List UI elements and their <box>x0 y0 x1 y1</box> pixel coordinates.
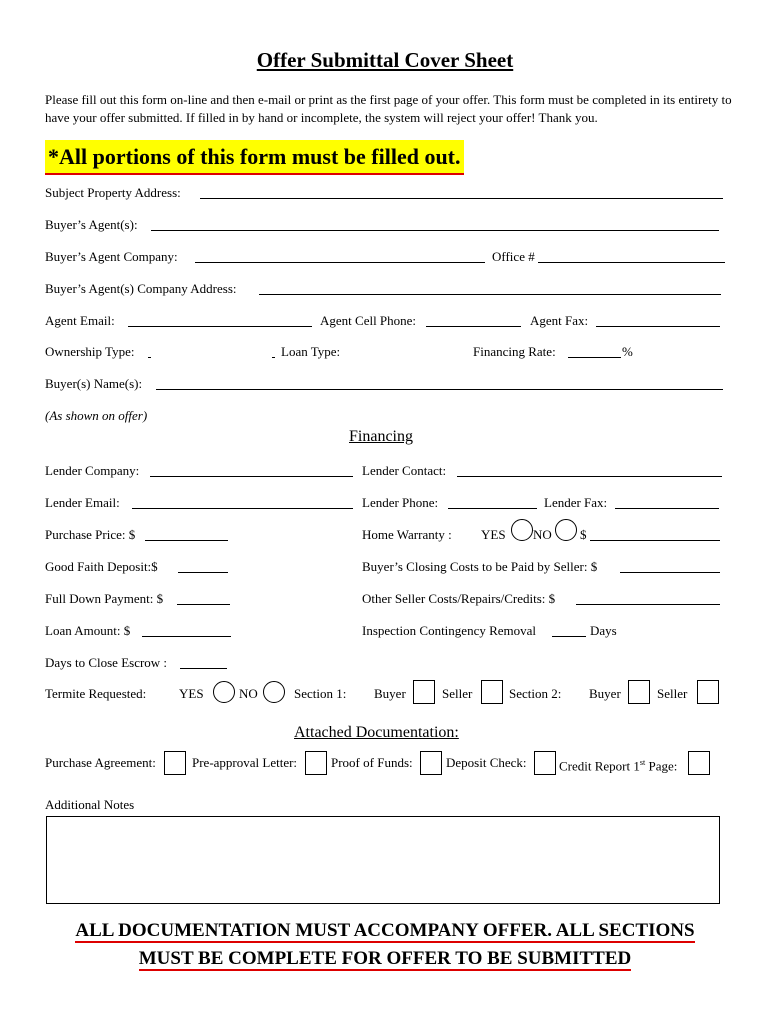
other-seller-costs-field[interactable] <box>576 604 720 605</box>
buyers-names-label: Buyer(s) Name(s): <box>45 376 143 391</box>
credit-report-page: Page: <box>645 758 678 774</box>
buyers-agents-label: Buyer’s Agent(s): <box>45 217 138 232</box>
percent-sign: % <box>622 344 633 359</box>
intro-text: Please fill out this form on-line and then e-mail or print as the first page of your offer. This form must be completed in its entirety to have your offer submitted. If filled in by hand or incomplete, the system will reject your offer! Thank you. <box>45 92 732 125</box>
termite-no-label: NO <box>239 686 258 701</box>
inspection-days-label: Days <box>590 623 617 638</box>
lender-phone-label: Lender Phone: <box>362 495 439 510</box>
footer-line-1-text: ALL DOCUMENTATION MUST ACCOMPANY OFFER. ALL SECTIONS <box>75 920 695 941</box>
full-down-payment-field[interactable] <box>177 604 230 605</box>
home-warranty-yes-label: YES <box>481 527 506 542</box>
inspection-contingency-label: Inspection Contingency Removal <box>362 623 537 638</box>
footer-line-1 <box>0 918 770 944</box>
lender-company-field[interactable] <box>150 476 353 477</box>
good-faith-deposit-label: Good Faith Deposit:$ <box>45 559 158 574</box>
home-warranty-yes-radio[interactable] <box>511 519 533 541</box>
lender-contact-field[interactable] <box>457 476 722 477</box>
additional-notes-textarea[interactable] <box>46 816 720 904</box>
purchase-price-label: Purchase Price: $ <box>45 527 136 542</box>
full-down-payment-label: Full Down Payment: $ <box>45 591 164 606</box>
footer-line-2 <box>0 946 770 972</box>
credit-report-label <box>559 755 677 774</box>
section1-seller-checkbox[interactable] <box>481 680 503 704</box>
buyers-agents-field[interactable] <box>151 230 719 231</box>
buyers-closing-costs-field[interactable] <box>620 572 720 573</box>
home-warranty-no-radio[interactable] <box>555 519 577 541</box>
section2-seller-checkbox[interactable] <box>697 680 719 704</box>
days-to-close-field[interactable] <box>180 668 227 669</box>
agent-email-field[interactable] <box>128 326 312 327</box>
credit-report-checkbox[interactable] <box>688 751 710 775</box>
home-warranty-amount-field[interactable] <box>590 540 720 541</box>
agent-cell-phone-field[interactable] <box>426 326 521 327</box>
buyers-names-field[interactable] <box>156 389 723 390</box>
inspection-contingency-field[interactable] <box>552 636 586 637</box>
additional-notes-label: Additional Notes <box>45 797 135 812</box>
proof-of-funds-label: Proof of Funds: <box>331 755 413 770</box>
credit-report-sup: st <box>639 758 646 767</box>
section1-buyer-checkbox[interactable] <box>413 680 435 704</box>
section1-label: Section 1: <box>294 686 347 701</box>
credit-report-text: Credit Report 1 <box>559 758 640 774</box>
termite-yes-label: YES <box>179 686 204 701</box>
buyers-closing-costs-label: Buyer’s Closing Costs to be Paid by Seller: $ <box>362 559 598 574</box>
financing-heading: Financing <box>349 428 413 445</box>
termite-requested-label: Termite Requested: <box>45 686 147 701</box>
ownership-type-dropdown[interactable] <box>148 357 151 358</box>
preapproval-letter-checkbox[interactable] <box>305 751 327 775</box>
home-warranty-label: Home Warranty : <box>362 527 452 542</box>
deposit-check-checkbox[interactable] <box>534 751 556 775</box>
purchase-agreement-label: Purchase Agreement: <box>45 755 156 770</box>
other-seller-costs-label: Other Seller Costs/Repairs/Credits: $ <box>362 591 556 606</box>
lender-contact-label: Lender Contact: <box>362 463 447 478</box>
as-shown-note: (As shown on offer) <box>45 408 148 423</box>
footer-line-2-text: MUST BE COMPLETE FOR OFFER TO BE SUBMITTED <box>138 948 632 969</box>
section2-buyer-checkbox[interactable] <box>628 680 650 704</box>
required-banner: *All portions of this form must be filled out. <box>45 140 464 175</box>
financing-rate-field[interactable] <box>568 357 621 358</box>
ownership-type-label: Ownership Type: <box>45 344 135 359</box>
buyers-agent-company-field[interactable] <box>195 262 485 263</box>
home-warranty-no-label: NO <box>533 527 552 542</box>
section1-seller-label: Seller <box>442 686 473 701</box>
subject-property-address-label: Subject Property Address: <box>45 185 181 200</box>
loan-type-label: Loan Type: <box>281 344 341 359</box>
subject-property-address-field[interactable] <box>200 198 723 199</box>
page-title: Offer Submittal Cover Sheet <box>256 48 514 72</box>
lender-fax-label: Lender Fax: <box>544 495 608 510</box>
loan-type-marker <box>272 357 275 358</box>
preapproval-letter-label: Pre-approval Letter: <box>192 755 298 770</box>
lender-fax-field[interactable] <box>615 508 719 509</box>
purchase-price-field[interactable] <box>145 540 228 541</box>
loan-amount-field[interactable] <box>142 636 231 637</box>
company-address-field[interactable] <box>259 294 721 295</box>
buyers-agent-company-label: Buyer’s Agent Company: <box>45 249 178 264</box>
good-faith-deposit-field[interactable] <box>178 572 228 573</box>
attached-documentation-heading: Attached Documentation: <box>294 724 459 741</box>
agent-fax-field[interactable] <box>596 326 720 327</box>
lender-email-label: Lender Email: <box>45 495 120 510</box>
section2-seller-label: Seller <box>657 686 688 701</box>
home-warranty-dollar: $ <box>580 527 587 542</box>
agent-fax-label: Agent Fax: <box>530 313 589 328</box>
lender-company-label: Lender Company: <box>45 463 140 478</box>
purchase-agreement-checkbox[interactable] <box>164 751 186 775</box>
section2-label: Section 2: <box>509 686 562 701</box>
termite-no-radio[interactable] <box>263 681 285 703</box>
lender-phone-field[interactable] <box>448 508 537 509</box>
days-to-close-label: Days to Close Escrow : <box>45 655 168 670</box>
lender-email-field[interactable] <box>132 508 353 509</box>
office-number-label: Office # <box>492 249 535 264</box>
section2-buyer-label: Buyer <box>589 686 621 701</box>
section1-buyer-label: Buyer <box>374 686 406 701</box>
company-address-label: Buyer’s Agent(s) Company Address: <box>45 281 237 296</box>
proof-of-funds-checkbox[interactable] <box>420 751 442 775</box>
termite-yes-radio[interactable] <box>213 681 235 703</box>
office-number-field[interactable] <box>538 262 725 263</box>
loan-amount-label: Loan Amount: $ <box>45 623 131 638</box>
deposit-check-label: Deposit Check: <box>446 755 527 770</box>
agent-cell-phone-label: Agent Cell Phone: <box>320 313 417 328</box>
financing-rate-label: Financing Rate: <box>473 344 556 359</box>
agent-email-label: Agent Email: <box>45 313 115 328</box>
